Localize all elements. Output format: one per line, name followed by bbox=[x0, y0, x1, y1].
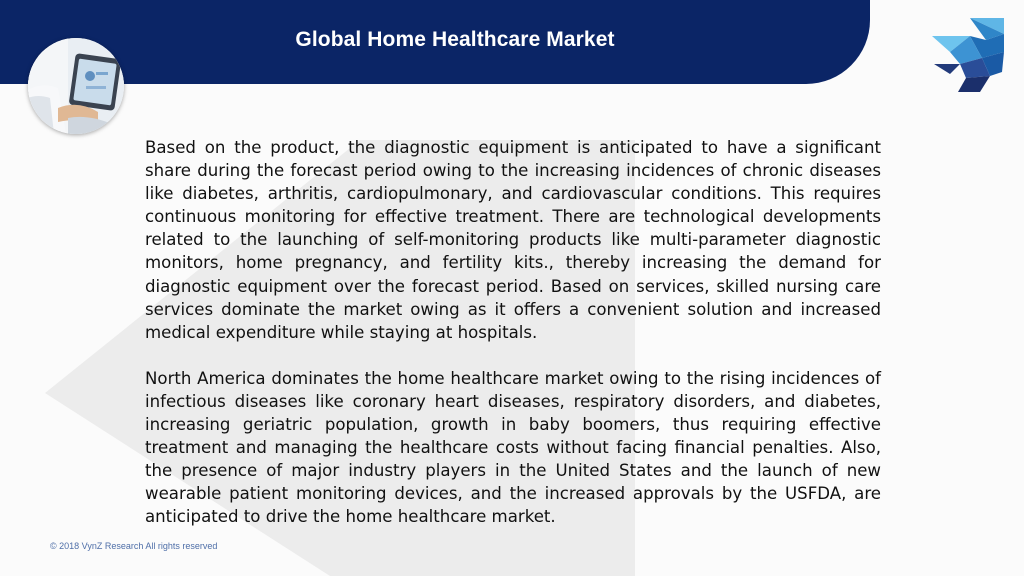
page-title: Global Home Healthcare Market bbox=[295, 28, 615, 51]
copyright-notice: © 2018 VynZ Research All rights reserved bbox=[50, 541, 218, 551]
paragraph-product-segment: Based on the product, the diagnostic equipment is anticipated to have a significant share during the forecast period owing to the increasing incidences of chronic diseases like diabetes, arthritis, cardiopulmonary, and cardiovascular conditions. This requires continuous monitoring for effective treatment. There are technological developments related to the launching of self-monitoring products like multi-parameter diagnostic monitors, home pregnancy, and fertility kits., thereby increasing the demand for diagnostic equipment over the forecast period. Based on services, skilled nursing care services dominate the market owing as it offers a convenient solution and increased medical expenditure while staying at hospitals. bbox=[145, 138, 881, 342]
paragraph-regional-analysis: North America dominates the home healthcare market owing to the rising incidences of infectious diseases like coronary heart diseases, respiratory disorders, and diabetes, increasing geriatric population, growth in baby boomers, thus requiring effective treatment and managing the healthcare costs without facing financial penalties. Also, the presence of major industry players in the United States and the launch of new wearable patient monitoring devices, and the increased approvals by the USFDA, are anticipated to drive the home healthcare market. bbox=[145, 368, 881, 527]
vynz-logo-icon bbox=[930, 18, 1006, 94]
body-text bbox=[145, 136, 881, 552]
doctor-tablet-photo bbox=[28, 38, 124, 134]
